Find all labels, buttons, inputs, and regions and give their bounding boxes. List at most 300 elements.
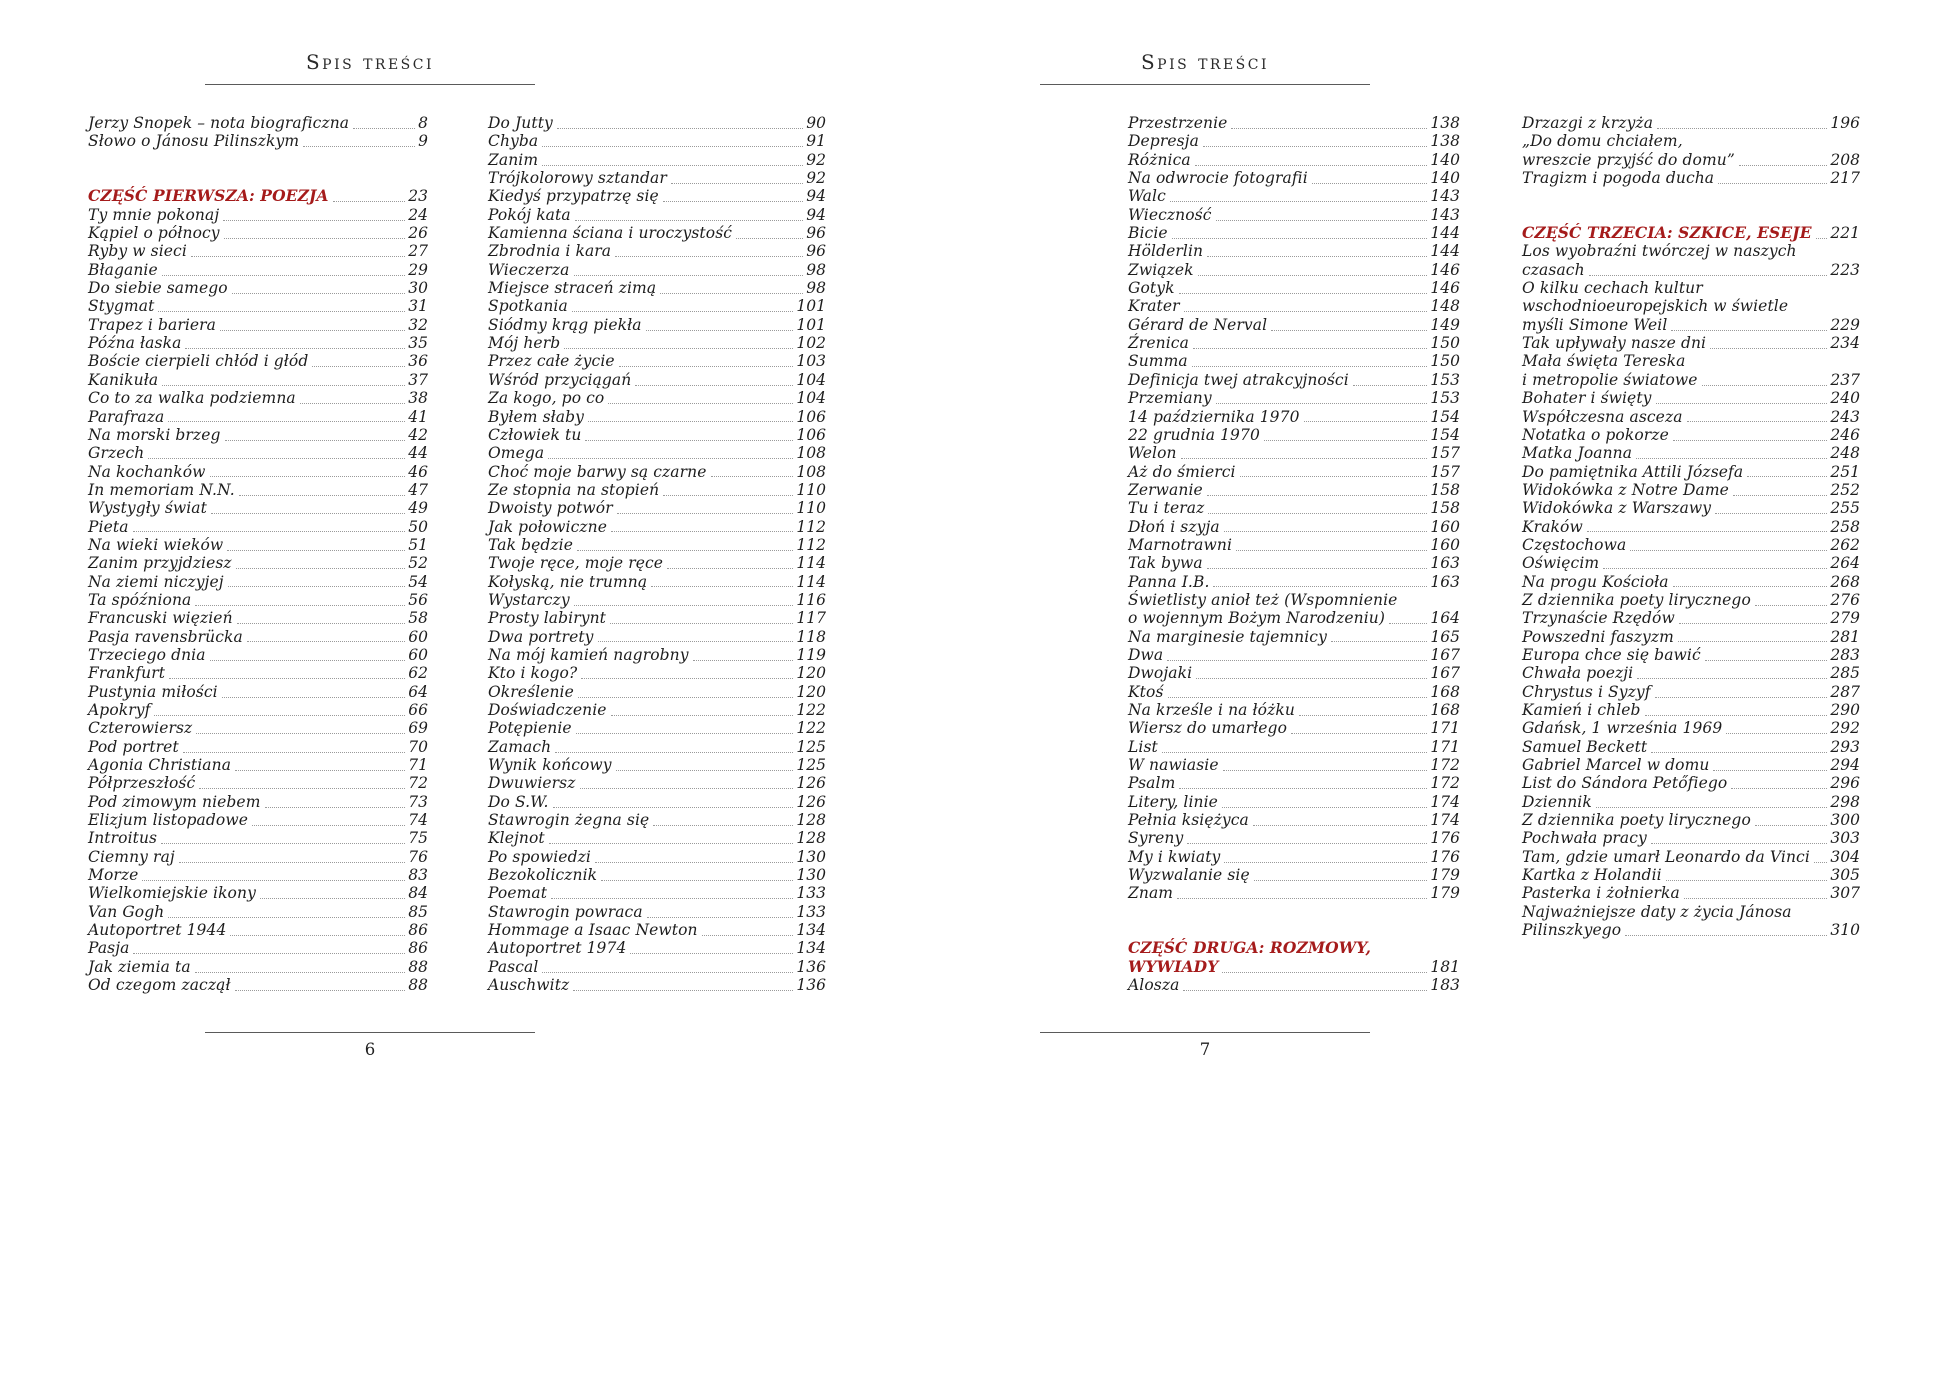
- dotted-leader: [1637, 678, 1827, 679]
- toc-row: [88, 114, 428, 132]
- toc-page-number: 36: [408, 352, 428, 371]
- toc-entry-title: Tak upływały nasze dni: [1522, 334, 1707, 353]
- toc-entry-title: Stawrogin żegna się: [488, 811, 650, 830]
- page-number-right: 7: [1199, 1040, 1211, 1059]
- dotted-leader: [196, 733, 405, 734]
- dotted-leader: [1651, 843, 1827, 844]
- toc-row: [488, 609, 826, 627]
- dotted-leader: [663, 201, 803, 202]
- toc-row: [1522, 408, 1860, 426]
- toc-page-number: 140: [1430, 169, 1460, 188]
- toc-entry-title: Trzynaście Rzędów: [1522, 609, 1675, 628]
- dotted-leader: [671, 183, 803, 184]
- dotted-leader: [1312, 183, 1428, 184]
- toc-row: [1128, 866, 1460, 884]
- toc-row: [1522, 848, 1860, 866]
- dotted-leader: [1264, 440, 1427, 441]
- toc-row: [1522, 499, 1860, 517]
- dotted-leader: [1596, 807, 1828, 808]
- toc-entry-title: Byłem słaby: [488, 407, 584, 426]
- toc-row: [1522, 719, 1860, 737]
- toc-entry-title: Oświęcim: [1522, 554, 1600, 573]
- toc-row: [1128, 976, 1460, 994]
- toc-page-number: 283: [1830, 645, 1860, 664]
- toc-row: [1128, 444, 1460, 462]
- toc-page-number: 56: [408, 590, 428, 609]
- toc-entry-title: Wiersz do umarłego: [1128, 719, 1288, 738]
- dotted-leader: [195, 972, 406, 973]
- dotted-leader: [1177, 898, 1427, 899]
- toc-entry-title: Różnica: [1128, 150, 1191, 169]
- toc-entry-title: Najważniejsze daty z życia Jánosa: [1522, 902, 1792, 921]
- toc-page-number: 160: [1430, 535, 1460, 554]
- toc-row: [1128, 554, 1460, 572]
- toc-row: [1522, 463, 1860, 481]
- toc-row: [88, 609, 428, 627]
- toc-row: [488, 939, 826, 957]
- toc-page-number: 150: [1430, 334, 1460, 353]
- toc-row: [488, 628, 826, 646]
- dotted-leader: [588, 421, 793, 422]
- toc-row: [88, 793, 428, 811]
- toc-page-number: 163: [1430, 554, 1460, 573]
- toc-row: [88, 463, 428, 481]
- toc-page-number: 98: [806, 279, 826, 298]
- toc-row: [88, 371, 428, 389]
- dotted-leader: [224, 238, 406, 239]
- toc-entry-title: Tak bywa: [1128, 554, 1203, 573]
- dotted-leader: [220, 330, 405, 331]
- toc-entry-title: Pieta: [88, 517, 129, 536]
- toc-entry-title: Tak będzie: [488, 535, 574, 554]
- toc-row: [88, 664, 428, 682]
- dotted-leader: [1718, 183, 1827, 184]
- toc-row: [488, 903, 826, 921]
- toc-row: [488, 866, 826, 884]
- toc-page-number: 258: [1830, 517, 1860, 536]
- toc-row: [1522, 297, 1860, 315]
- toc-page-number: 168: [1430, 701, 1460, 719]
- toc-page-number: 126: [796, 792, 826, 811]
- toc-page-number: 144: [1430, 242, 1460, 261]
- toc-row: [1522, 132, 1860, 150]
- toc-entry-title: Introitus: [88, 829, 158, 848]
- dotted-leader: [162, 275, 406, 276]
- toc-page-number: 172: [1430, 756, 1460, 775]
- dotted-leader: [1636, 458, 1827, 459]
- toc-entry-title: Widokówka z Notre Dame: [1522, 480, 1729, 499]
- toc-entry-title: Morze: [88, 866, 139, 885]
- toc-page-number: 294: [1830, 756, 1860, 775]
- dotted-leader: [611, 531, 793, 532]
- toc-row: [1128, 719, 1460, 737]
- toc-entry-title: Kamienna ściana i uroczystość: [488, 224, 733, 243]
- dotted-leader: [1389, 623, 1427, 624]
- toc-entry-title: Dwojaki: [1128, 664, 1193, 683]
- dotted-leader: [578, 697, 794, 698]
- toc-entry-title: Zbrodnia i kara: [488, 242, 612, 261]
- dotted-leader: [1196, 678, 1427, 679]
- toc-row: [1128, 114, 1460, 132]
- toc-entry-title: Parafraza: [88, 407, 165, 426]
- toc-entry-title: Świetlisty anioł też (Wspomnienie: [1128, 590, 1398, 609]
- toc-row: [1128, 316, 1460, 334]
- toc-page-number: 133: [796, 884, 826, 903]
- toc-entry-title: Kamień i chleb: [1522, 701, 1641, 719]
- toc-page-number: 160: [1430, 517, 1460, 536]
- toc-page-number: 66: [408, 701, 428, 719]
- toc-row: [1128, 848, 1460, 866]
- toc-page-number: 85: [408, 902, 428, 921]
- toc-page-number: 179: [1430, 884, 1460, 903]
- toc-row: [88, 389, 428, 407]
- toc-page-number: 240: [1830, 389, 1860, 408]
- toc-page-number: 108: [796, 462, 826, 481]
- toc-entry-title: Dwa: [1128, 645, 1164, 664]
- dotted-leader: [1224, 531, 1428, 532]
- toc-row: [488, 316, 826, 334]
- toc-row: [488, 811, 826, 829]
- toc-entry-title: Współczesna asceza: [1522, 407, 1683, 426]
- toc-page-number: 88: [408, 976, 428, 995]
- toc-entry-title: Powszedni faszyzm: [1522, 627, 1674, 646]
- dotted-leader: [133, 953, 405, 954]
- toc-entry-title: Ze stopnia na stopień: [488, 480, 660, 499]
- toc-entry-title: czasach: [1522, 260, 1585, 279]
- toc-page-number: 223: [1830, 260, 1860, 279]
- toc-row: [1128, 628, 1460, 646]
- dotted-leader: [235, 990, 406, 991]
- toc-entry-title: Kraków: [1522, 517, 1583, 536]
- dotted-leader: [574, 605, 794, 606]
- toc-row: [88, 481, 428, 499]
- toc-page-number: 285: [1830, 664, 1860, 683]
- toc-page-number: 51: [408, 535, 428, 554]
- toc-entry-title: Trzeciego dnia: [88, 645, 206, 664]
- dotted-leader: [1223, 770, 1428, 771]
- toc-entry-title: Dwa portrety: [488, 627, 594, 646]
- toc-entry-title: Kiedyś przypatrzę się: [488, 187, 659, 206]
- toc-page-number: 174: [1430, 792, 1460, 811]
- dotted-leader: [1193, 348, 1427, 349]
- toc-column-1: [88, 114, 428, 995]
- toc-entry-title: Twoje ręce, moje ręce: [488, 554, 664, 573]
- toc-row: [488, 224, 826, 242]
- toc-page-number: 125: [796, 756, 826, 775]
- toc-page-number: 174: [1430, 811, 1460, 830]
- toc-row: [88, 297, 428, 315]
- toc-row: [1128, 756, 1460, 774]
- dotted-leader: [653, 825, 793, 826]
- dotted-leader: [1713, 770, 1827, 771]
- toc-row: [88, 518, 428, 536]
- toc-page-number: 134: [796, 921, 826, 940]
- dotted-leader: [615, 256, 803, 257]
- toc-row: [488, 683, 826, 701]
- toc-entry-title: List: [1128, 737, 1158, 756]
- dotted-leader: [557, 128, 803, 129]
- toc-page-number: 251: [1830, 462, 1860, 481]
- toc-page-number: 281: [1830, 627, 1860, 646]
- toc-row: [88, 903, 428, 921]
- dotted-leader: [1187, 843, 1427, 844]
- toc-row: [1522, 169, 1860, 187]
- toc-heading-row: [1128, 958, 1460, 976]
- toc-row: [488, 554, 826, 572]
- toc-entry-title: Błaganie: [88, 260, 158, 279]
- dotted-leader: [575, 220, 804, 221]
- page-header-title-left: Spis treści: [305, 50, 435, 74]
- dotted-leader: [1207, 568, 1428, 569]
- toc-row: [1128, 591, 1460, 609]
- toc-row: [1128, 334, 1460, 352]
- dotted-leader: [651, 586, 793, 587]
- toc-entry-title: Od czegom zaczął: [88, 976, 231, 995]
- toc-page-number: 158: [1430, 480, 1460, 499]
- toc-row: [88, 316, 428, 334]
- toc-entry-title: Z dziennika poety lirycznego: [1522, 590, 1751, 609]
- toc-entry-title: Kołyską, nie trumną: [488, 572, 648, 591]
- toc-entry-title: Definicja twej atrakcyjności: [1128, 370, 1349, 389]
- toc-page-number: 62: [408, 664, 428, 683]
- toc-heading-title: WYWIADY: [1128, 956, 1219, 976]
- toc-page-number: 264: [1830, 554, 1860, 573]
- dotted-leader: [333, 201, 406, 202]
- toc-row: [488, 389, 826, 407]
- toc-page-number: 69: [408, 719, 428, 738]
- toc-page-number: 296: [1830, 774, 1860, 793]
- toc-row: [1522, 701, 1860, 719]
- toc-row: [1522, 628, 1860, 646]
- dotted-leader: [1733, 495, 1828, 496]
- toc-entry-title: i metropolie światowe: [1522, 370, 1698, 389]
- dotted-leader: [1203, 146, 1428, 147]
- toc-entry-title: Tragizm i pogoda ducha: [1522, 169, 1715, 188]
- toc-row: [488, 297, 826, 315]
- toc-entry-title: Bezokolicznik: [488, 866, 598, 885]
- toc-row: [488, 738, 826, 756]
- toc-entry-title: Zanim: [488, 150, 539, 169]
- toc-page-number: 279: [1830, 609, 1860, 628]
- toc-heading-title: CZĘŚĆ DRUGA: ROZMOWY,: [1128, 938, 1371, 958]
- toc-entry-title: Jak połowiczne: [488, 517, 608, 536]
- toc-page-number: 117: [796, 609, 826, 628]
- dotted-leader: [133, 531, 406, 532]
- toc-row: [1128, 408, 1460, 426]
- dotted-leader: [580, 788, 794, 789]
- toc-entry-title: Jerzy Snopek – nota biograficzna: [88, 114, 350, 132]
- dotted-leader: [1181, 458, 1428, 459]
- toc-row: [88, 279, 428, 297]
- dotted-leader: [303, 146, 415, 147]
- toc-entry-title: Ktoś: [1128, 682, 1164, 701]
- dotted-leader: [1702, 385, 1828, 386]
- dotted-leader: [1666, 880, 1828, 881]
- toc-entry-title: Bohater i święty: [1522, 389, 1652, 408]
- toc-page-number: 119: [796, 645, 826, 664]
- toc-row: [88, 206, 428, 224]
- toc-page-number: 96: [806, 224, 826, 243]
- toc-entry-title: Agonia Christiana: [88, 756, 232, 775]
- dotted-leader: [1253, 825, 1428, 826]
- toc-row: [88, 334, 428, 352]
- toc-heading-row: [1128, 939, 1460, 957]
- dotted-leader: [1671, 330, 1827, 331]
- toc-entry-title: myśli Simone Weil: [1522, 315, 1668, 334]
- toc-entry-title: Wyzwalanie się: [1128, 866, 1250, 885]
- toc-entry-title: Autoportret 1944: [88, 921, 227, 940]
- dotted-leader: [1603, 568, 1827, 569]
- toc-row: [488, 169, 826, 187]
- toc-page-number: 24: [408, 205, 428, 224]
- toc-row: [88, 848, 428, 866]
- toc-page-number: 31: [408, 297, 428, 316]
- toc-row: [1522, 664, 1860, 682]
- toc-row: [1522, 481, 1860, 499]
- toc-row: [488, 591, 826, 609]
- dotted-leader: [235, 770, 405, 771]
- toc-page-number: 252: [1830, 480, 1860, 499]
- toc-row: [88, 958, 428, 976]
- dotted-leader: [1271, 330, 1427, 331]
- dotted-leader: [711, 476, 794, 477]
- toc-entry-title: Chwała poezji: [1522, 664, 1634, 683]
- toc-page-number: 112: [796, 517, 826, 536]
- toc-row: [488, 976, 826, 994]
- toc-entry-title: O kilku cechach kultur: [1522, 279, 1703, 298]
- toc-page-number: 300: [1830, 811, 1860, 830]
- toc-entry-title: Do Jutty: [488, 114, 553, 132]
- toc-row: [488, 444, 826, 462]
- dotted-leader: [1678, 641, 1828, 642]
- toc-row: [488, 793, 826, 811]
- toc-entry-title: „Do domu chciałem,: [1522, 132, 1683, 151]
- toc-entry-title: Wynik końcowy: [488, 756, 612, 775]
- header-rule-left: [205, 84, 535, 85]
- toc-entry-title: Związek: [1128, 260, 1194, 279]
- toc-row: [1128, 499, 1460, 517]
- dotted-leader: [1587, 531, 1828, 532]
- toc-row: [1128, 793, 1460, 811]
- toc-page-number: 54: [408, 572, 428, 591]
- dotted-leader: [1172, 238, 1428, 239]
- column-gap: [1128, 903, 1460, 940]
- toc-entry-title: Tu i teraz: [1128, 499, 1205, 518]
- toc-page-number: 298: [1830, 792, 1860, 811]
- toc-entry-title: Dziennik: [1522, 792, 1592, 811]
- toc-entry-title: Potępienie: [488, 719, 572, 738]
- toc-page-number: 8: [418, 114, 428, 132]
- column-gap: [88, 151, 428, 188]
- toc-entry-title: Z dziennika poety lirycznego: [1522, 811, 1751, 830]
- toc-entry-title: Na odwrocie fotografii: [1128, 169, 1308, 188]
- toc-row: [488, 132, 826, 150]
- dotted-leader: [1657, 128, 1827, 129]
- toc-page-number: 120: [796, 682, 826, 701]
- toc-entry-title: Pasterka i żołnierka: [1522, 884, 1680, 903]
- toc-page-number: 168: [1430, 682, 1460, 701]
- toc-row: [1522, 114, 1860, 132]
- toc-entry-title: Słowo o Jánosu Pilinszkym: [88, 132, 300, 151]
- toc-page-number: 101: [796, 297, 826, 316]
- toc-row: [488, 756, 826, 774]
- toc-page-number: 29: [408, 260, 428, 279]
- dotted-leader: [1167, 660, 1427, 661]
- toc-row: [488, 921, 826, 939]
- toc-page-number: 32: [408, 315, 428, 334]
- toc-entry-title: Autoportret 1974: [488, 939, 627, 958]
- toc-row: [488, 371, 826, 389]
- toc-entry-title: Ty mnie pokonaj: [88, 205, 220, 224]
- dotted-leader: [601, 880, 793, 881]
- dotted-leader: [574, 275, 804, 276]
- toc-entry-title: Choć moje barwy są czarne: [488, 462, 707, 481]
- toc-page-number: 71: [408, 756, 428, 775]
- toc-row: [1522, 536, 1860, 554]
- dotted-leader: [736, 238, 803, 239]
- toc-row: [88, 921, 428, 939]
- dotted-leader: [1291, 733, 1427, 734]
- toc-entry-title: Pilinszkyego: [1522, 921, 1622, 940]
- toc-page-number: 27: [408, 242, 428, 261]
- toc-row: [88, 756, 428, 774]
- toc-page-number: 52: [408, 554, 428, 573]
- toc-entry-title: Człowiek tu: [488, 425, 582, 444]
- toc-row: [88, 829, 428, 847]
- dotted-leader: [1589, 275, 1828, 276]
- toc-page-number: 9: [418, 132, 428, 151]
- toc-entry-title: Na progu Kościoła: [1522, 572, 1669, 591]
- toc-entry-title: Wielkomiejskie ikony: [88, 884, 256, 903]
- toc-page-number: 125: [796, 737, 826, 756]
- toc-row: [1522, 554, 1860, 572]
- dotted-leader: [1216, 403, 1428, 404]
- toc-entry-title: Frankfurt: [88, 664, 166, 683]
- toc-row: [1128, 463, 1460, 481]
- toc-row: [1522, 884, 1860, 902]
- toc-entry-title: Przestrzenie: [1128, 114, 1228, 132]
- toc-entry-title: Gérard de Nerval: [1128, 315, 1268, 334]
- toc-entry-title: Klejnot: [488, 829, 545, 848]
- dotted-leader: [548, 458, 793, 459]
- toc-entry-title: Hölderlin: [1128, 242, 1204, 261]
- dotted-leader: [1684, 898, 1828, 899]
- toc-row: [1128, 206, 1460, 224]
- dotted-leader: [576, 733, 794, 734]
- toc-entry-title: Znam: [1128, 884, 1174, 903]
- toc-page-number: 307: [1830, 884, 1860, 903]
- dotted-leader: [1224, 862, 1427, 863]
- toc-page-number: 128: [796, 829, 826, 848]
- toc-entry-title: Tam, gdzie umarł Leonardo da Vinci: [1522, 847, 1810, 866]
- toc-entry-title: Do S.W.: [488, 792, 549, 811]
- toc-entry-title: Na wieki wieków: [88, 535, 224, 554]
- dotted-leader: [1179, 788, 1427, 789]
- toc-page-number: 146: [1430, 279, 1460, 298]
- toc-row: [1522, 151, 1860, 169]
- dotted-leader: [1625, 935, 1827, 936]
- toc-entry-title: Wśród przyciągań: [488, 370, 632, 389]
- toc-page-number: 83: [408, 866, 428, 885]
- toc-page-number: 110: [796, 499, 826, 518]
- toc-row: [1128, 774, 1460, 792]
- dotted-leader: [230, 935, 405, 936]
- toc-page-number: 290: [1830, 701, 1860, 719]
- dotted-leader: [228, 586, 406, 587]
- toc-page-number: 74: [408, 811, 428, 830]
- toc-row: [488, 261, 826, 279]
- toc-row: [1522, 371, 1860, 389]
